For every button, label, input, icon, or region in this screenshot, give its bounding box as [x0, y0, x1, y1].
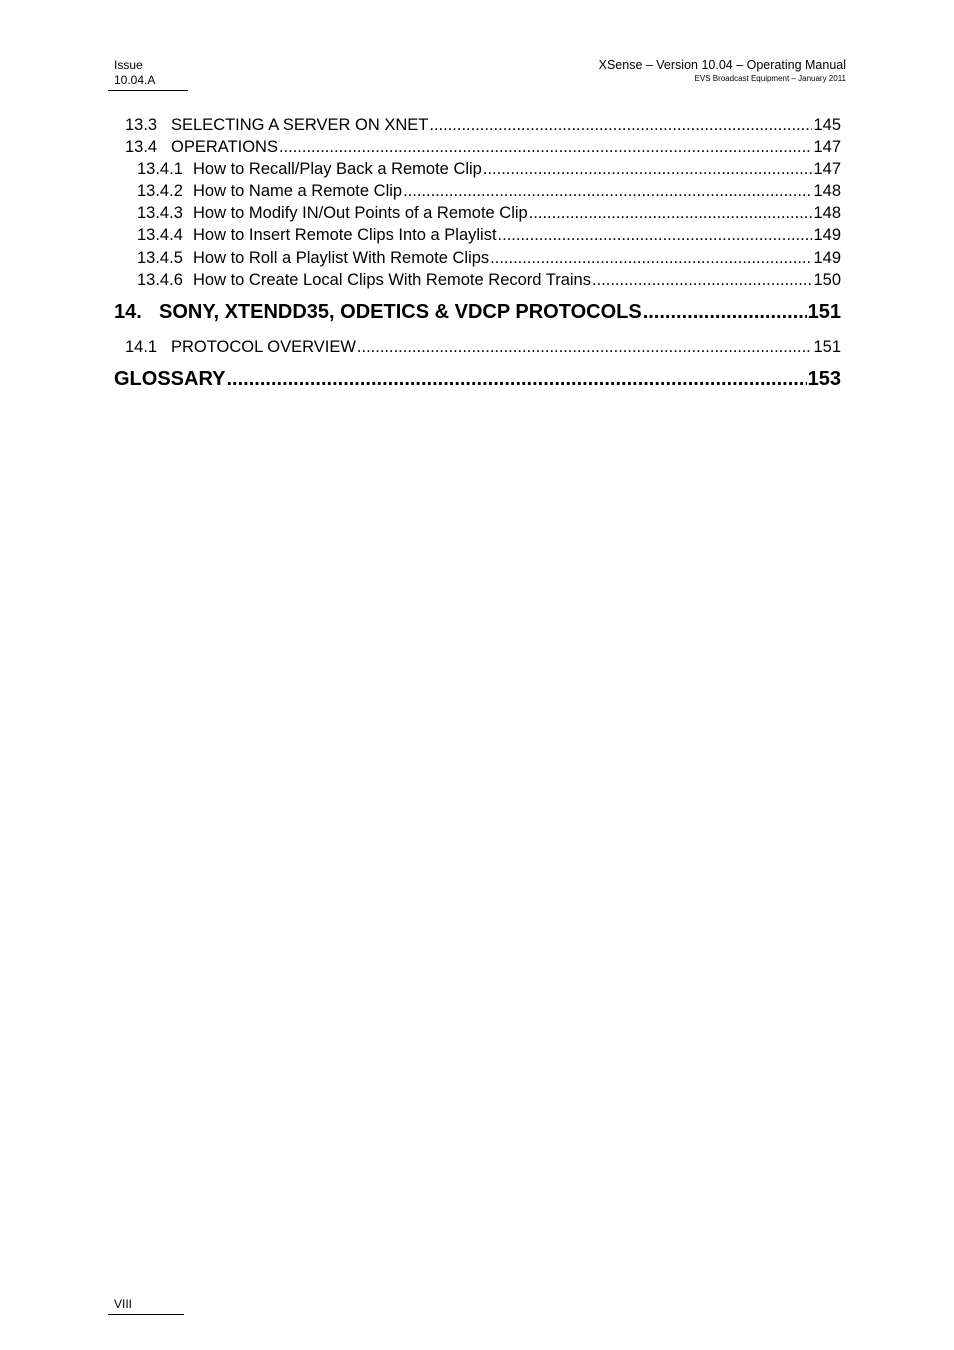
header-title-block: [599, 58, 846, 84]
toc-leader: [592, 269, 812, 291]
toc-leader: [403, 180, 812, 202]
toc-entry-13-4-4[interactable]: [137, 224, 841, 246]
toc-leader: [529, 202, 813, 224]
toc-number: 14.: [114, 301, 142, 323]
toc-entry-13-4-6[interactable]: [137, 269, 841, 291]
toc-leader: [227, 366, 807, 392]
header-issue: [114, 58, 155, 88]
toc-entry-13-4-1[interactable]: [137, 158, 841, 180]
toc-label: OPERATIONS: [171, 138, 278, 156]
toc-page: 148: [813, 204, 841, 222]
toc-number: 13.4.6: [137, 271, 183, 289]
toc-entry-14[interactable]: [114, 299, 841, 325]
toc-number: 13.3: [125, 116, 158, 134]
toc-number: 13.4.4: [137, 226, 183, 244]
toc-label: How to Name a Remote Clip: [193, 182, 403, 200]
toc-page: 149: [813, 249, 841, 267]
toc-label: SONY, XTENDD35, ODETICS & VDCP PROTOCOLS: [159, 301, 642, 323]
toc-label: How to Roll a Playlist With Remote Clips: [193, 249, 490, 267]
toc-number: 14.1: [125, 338, 158, 356]
toc-leader: [498, 224, 813, 246]
toc-label: SELECTING A SERVER ON XNET: [171, 116, 429, 134]
toc-leader: [279, 136, 813, 158]
toc-page: 148: [813, 182, 841, 200]
toc-label: How to Recall/Play Back a Remote Clip: [193, 160, 482, 178]
toc-leader: [429, 114, 812, 136]
toc-page: 150: [813, 271, 841, 289]
toc-number: 13.4.2: [137, 182, 183, 200]
toc-label: GLOSSARY: [114, 368, 226, 390]
header-left-rule: [108, 90, 188, 91]
toc-entry-13-4-3[interactable]: [137, 202, 841, 224]
toc-page: 149: [813, 226, 841, 244]
toc-entry-13-3[interactable]: [125, 114, 841, 136]
toc-leader: [357, 336, 813, 358]
toc-label: How to Create Local Clips With Remote Record Trains: [193, 271, 591, 289]
issue-label: Issue: [114, 58, 143, 72]
toc-number: 13.4: [125, 138, 158, 156]
toc-entry-13-4[interactable]: [125, 136, 841, 158]
toc-entry-glossary[interactable]: [114, 366, 841, 392]
toc-entry-13-4-5[interactable]: [137, 247, 841, 269]
toc-label: How to Insert Remote Clips Into a Playlist: [193, 226, 497, 244]
toc-page: 145: [813, 116, 841, 134]
issue-number: 10.04.A: [114, 73, 156, 87]
page-number: VIII: [114, 1297, 133, 1311]
toc-leader: [643, 299, 807, 325]
toc-number: 13.4.3: [137, 204, 183, 222]
manual-title: XSense – Version 10.04 – Operating Manual: [598, 58, 846, 72]
toc-page: 151: [813, 338, 841, 356]
toc-leader: [483, 158, 813, 180]
footer: [114, 1297, 132, 1312]
toc-page: 151: [807, 301, 841, 323]
toc-page: 147: [813, 160, 841, 178]
toc-number: 13.4.1: [137, 160, 183, 178]
toc-label: PROTOCOL OVERVIEW: [171, 338, 356, 356]
footer-rule: [108, 1314, 184, 1315]
toc-entry-14-1[interactable]: [125, 336, 841, 358]
toc-page: 147: [813, 138, 841, 156]
toc-number: 13.4.5: [137, 249, 183, 267]
toc-entry-13-4-2[interactable]: [137, 180, 841, 202]
toc-leader: [490, 247, 812, 269]
toc-label: How to Modify IN/Out Points of a Remote Clip: [193, 204, 528, 222]
toc-page: 153: [807, 368, 841, 390]
manual-subtitle: EVS Broadcast Equipment – January 2011: [694, 74, 846, 83]
